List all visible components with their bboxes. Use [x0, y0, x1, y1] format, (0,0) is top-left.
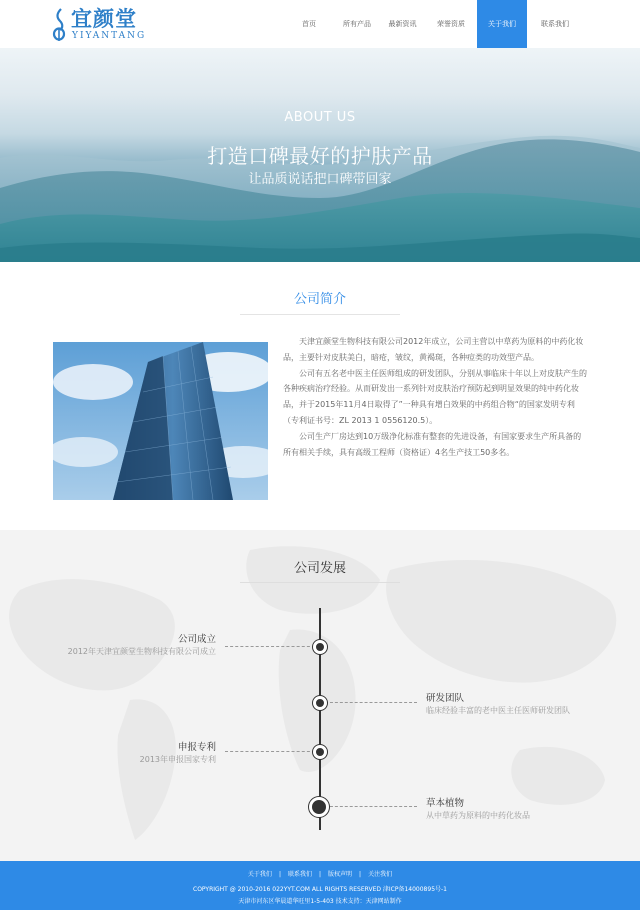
footer-separator: | [318, 871, 322, 878]
footer-links [0, 869, 640, 878]
banner-en-title: ABOUT US [284, 110, 356, 125]
intro-paragraph: 天津宜颜堂生物科技有限公司2012年成立，公司主营以中草药为原料的中药化妆品，主要针对皮肤美白，暗疮，皱纹，黄褐斑，各种痘类的功效型产品。 [283, 337, 584, 362]
footer-link-contact[interactable]: 联系我们 [287, 871, 312, 878]
timeline-event-desc: 临床经验丰富的老中医主任医师研发团队 [426, 706, 570, 715]
development-section [0, 530, 640, 861]
timeline-dot [313, 696, 327, 710]
timeline-event-title: 研发团队 [426, 693, 465, 704]
nav-item-contact[interactable]: 联系我们 [541, 20, 569, 28]
building-image [53, 342, 268, 500]
footer-copyright: COPYRIGHT @ 2010-2016 022YYT.COM ALL RIGHTS RESERVED 津ICP备14000895号-1 [193, 886, 447, 893]
intro-paragraph: 公司有五名老中医主任医师组成的研发团队，分别从事临床十年以上对皮肤产生的各种疾病治疗经验。从而研发出一系列针对皮肤治疗预防起到明显效果的纯中药化妆品，并于2015年11月4日取得了”一种具有增白效果的中药组合物“的国家发明专利（专利证书号：ZL 2013 1 0556120.5）。 [283, 368, 587, 425]
nav-item-honors[interactable]: 荣誉资质 [437, 20, 465, 28]
development-title-divider [240, 582, 400, 583]
footer-link-about[interactable]: 关于我们 [247, 871, 272, 878]
site-footer [0, 861, 640, 910]
intro-text [283, 334, 587, 460]
footer-link-copyright[interactable]: 版权声明 [328, 871, 353, 878]
timeline-event-title: 申报专利 [177, 742, 216, 753]
timeline-connector [225, 646, 315, 647]
nav-item-home[interactable]: 首页 [302, 20, 316, 28]
banner-subtitle: 让品质说话把口碑带回家 [248, 172, 392, 187]
nav-item-products[interactable]: 所有产品 [343, 20, 371, 28]
timeline-connector [225, 751, 315, 752]
timeline-connector [325, 806, 417, 807]
timeline-dot [309, 797, 329, 817]
banner-title: 打造口碑最好的护肤产品 [207, 144, 433, 168]
timeline-dot [313, 745, 327, 759]
timeline-event-title: 公司成立 [177, 634, 216, 645]
timeline-event-title: 草本植物 [426, 798, 465, 809]
footer-link-follow[interactable]: 关注我们 [368, 871, 393, 878]
footer-address: 天津市河东区华晨道华旺里1-5-403 技术支持：天津网站制作 [238, 898, 402, 905]
timeline-event-desc: 从中草药为原料的中药化妆品 [426, 811, 530, 820]
logo[interactable] [52, 6, 152, 44]
main-nav [284, 0, 583, 48]
intro-paragraph: 公司生产厂房达到10万级净化标准有整套的先进设备，有国家要求生产所具备的所有相关手续，具有高级工程师（资格证）4名生产技工50多名。 [283, 431, 582, 457]
logo-cn-text: 宜颜堂 [71, 7, 137, 31]
logo-en-text: YIYANTANG [72, 31, 147, 41]
timeline-dot [313, 640, 327, 654]
logo-mark-icon [52, 8, 68, 42]
footer-separator: | [278, 871, 281, 878]
timeline-event-desc: 2012年天津宜颜堂生物科技有限公司成立 [67, 647, 216, 656]
timeline-connector [325, 702, 417, 703]
development-section-title: 公司发展 [293, 561, 346, 576]
site-header [0, 0, 640, 48]
intro-title-divider [240, 314, 400, 315]
footer-separator: | [359, 871, 362, 878]
nav-item-news[interactable]: 最新资讯 [388, 20, 417, 28]
nav-item-about[interactable]: 关于我们 [477, 0, 527, 48]
intro-section-title: 公司简介 [293, 292, 346, 307]
timeline-event-desc: 2013年申报国家专利 [139, 755, 216, 764]
about-banner [0, 48, 640, 262]
